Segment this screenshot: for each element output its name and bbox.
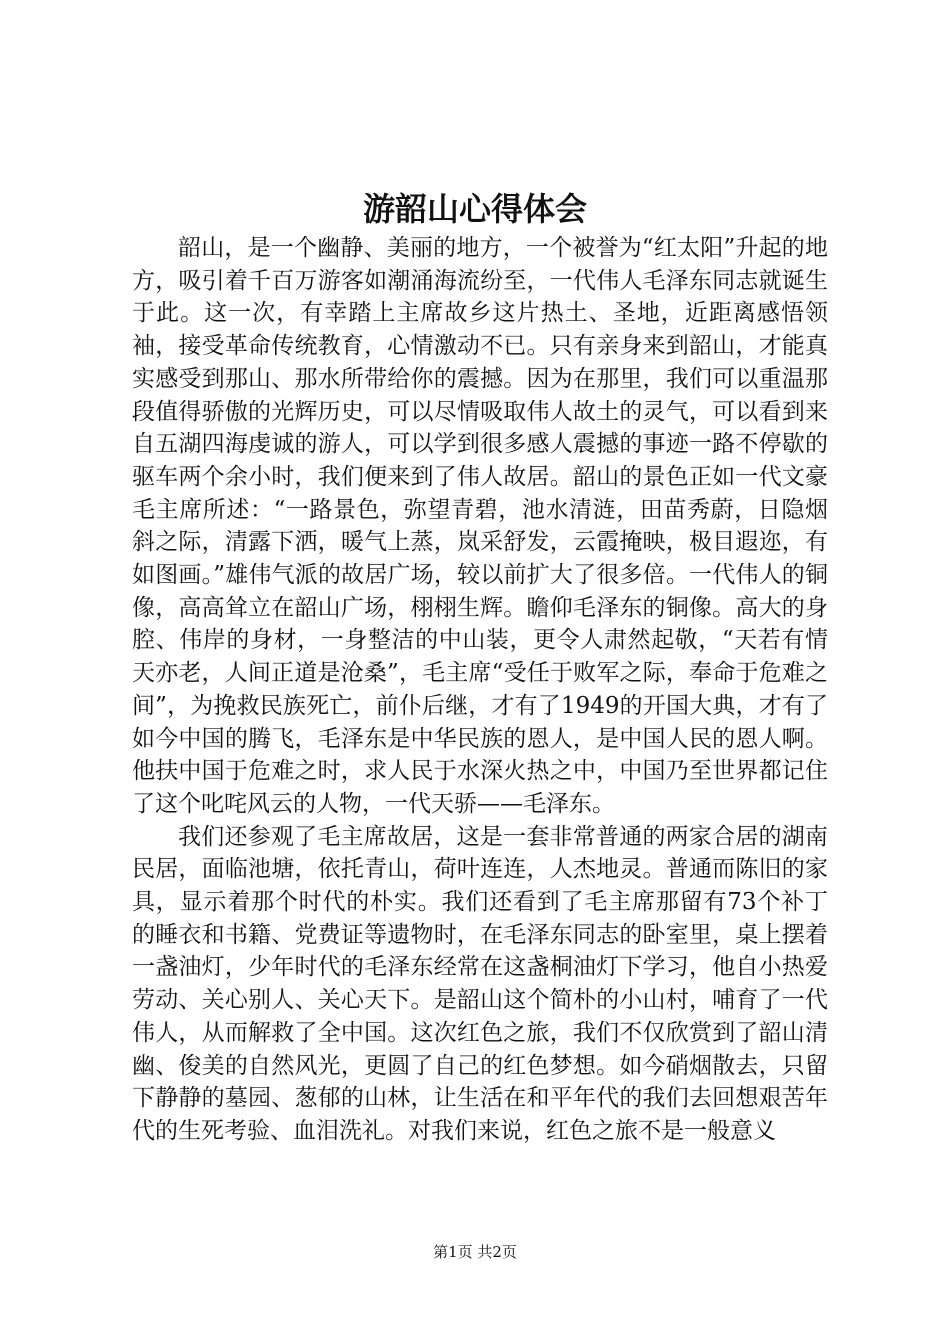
paragraph: 我们还参观了毛主席故居，这是一套非常普通的两家合居的湖南民居，面临池塘，依托青山，荷叶连连，人杰地灵。普通而陈旧的家具，显示着那个时代的朴实。我们还看到了毛主席那留有73个补丁的睡衣和书籍、党费证等遗物时，在毛泽东同志的卧室里，桌上摆着一盏油灯，少年时代的毛泽东经常在这盏桐油灯下学习，他自小热爱劳动、关心别人、关心天下。是韶山这个简朴的小山村，哺育了一代伟人，从而解救了全中国。这次红色之旅，我们不仅欣赏到了韶山清幽、俊美的自然风光，更圆了自己的红色梦想。如今硝烟散去，只留下静静的墓园、葱郁的山林，让生活在和平年代的我们去回想艰苦年代的生死考验、血泪洗礼。对我们来说，红色之旅不是一般意义 [132, 823, 828, 1144]
page-number: 第1页 共2页 [433, 1243, 517, 1261]
document-title: 游韶山心得体会 [362, 190, 587, 228]
document-body [132, 232, 828, 1148]
paragraph: 韶山，是一个幽静、美丽的地方，一个被誉为“红太阳”升起的地方，吸引着千百万游客如潮涌海流纷至，一代伟人毛泽东同志就诞生于此。这一次，有幸踏上主席故乡这片热土、圣地，近距离感悟领袖，接受革命传统教育，心情激动不已。只有亲身来到韶山，才能真实感受到那山、那水所带给你的震撼。因为在那里，我们可以重温那段值得骄傲的光辉历史，可以尽情吸取伟人故土的灵气，可以看到来自五湖四海虔诚的游人，可以学到很多感人震撼的事迹一路不停歇的驱车两个余小时，我们便来到了伟人故居。韶山的景色正如一代文豪毛主席所述：“一路景色，弥望青碧，池水清涟，田苗秀蔚，日隐烟斜之际，清露下洒，暖气上蒸，岚采舒发，云霞掩映，极目遐迩，有如图画。”雄伟气派的故居广场，较以前扩大了很多倍。一代伟人的铜像，高高耸立在韶山广场，栩栩生辉。瞻仰毛泽东的铜像。高大的身腔、伟岸的身材，一身整洁的中山装，更令人肃然起敬，“天若有情天亦老，人间正道是沧桑”，毛主席“受任于败军之际，奉命于危难之间”，为挽救民族死亡，前仆后继，才有了1949的开国大典，才有了如今中国的腾飞，毛泽东是中华民族的恩人，是中国人民的恩人啊。他扶中国于危难之时，求人民于水深火热之中，中国乃至世界都记住了这个叱咤风云的人物，一代天骄——毛泽东。 [132, 235, 828, 817]
